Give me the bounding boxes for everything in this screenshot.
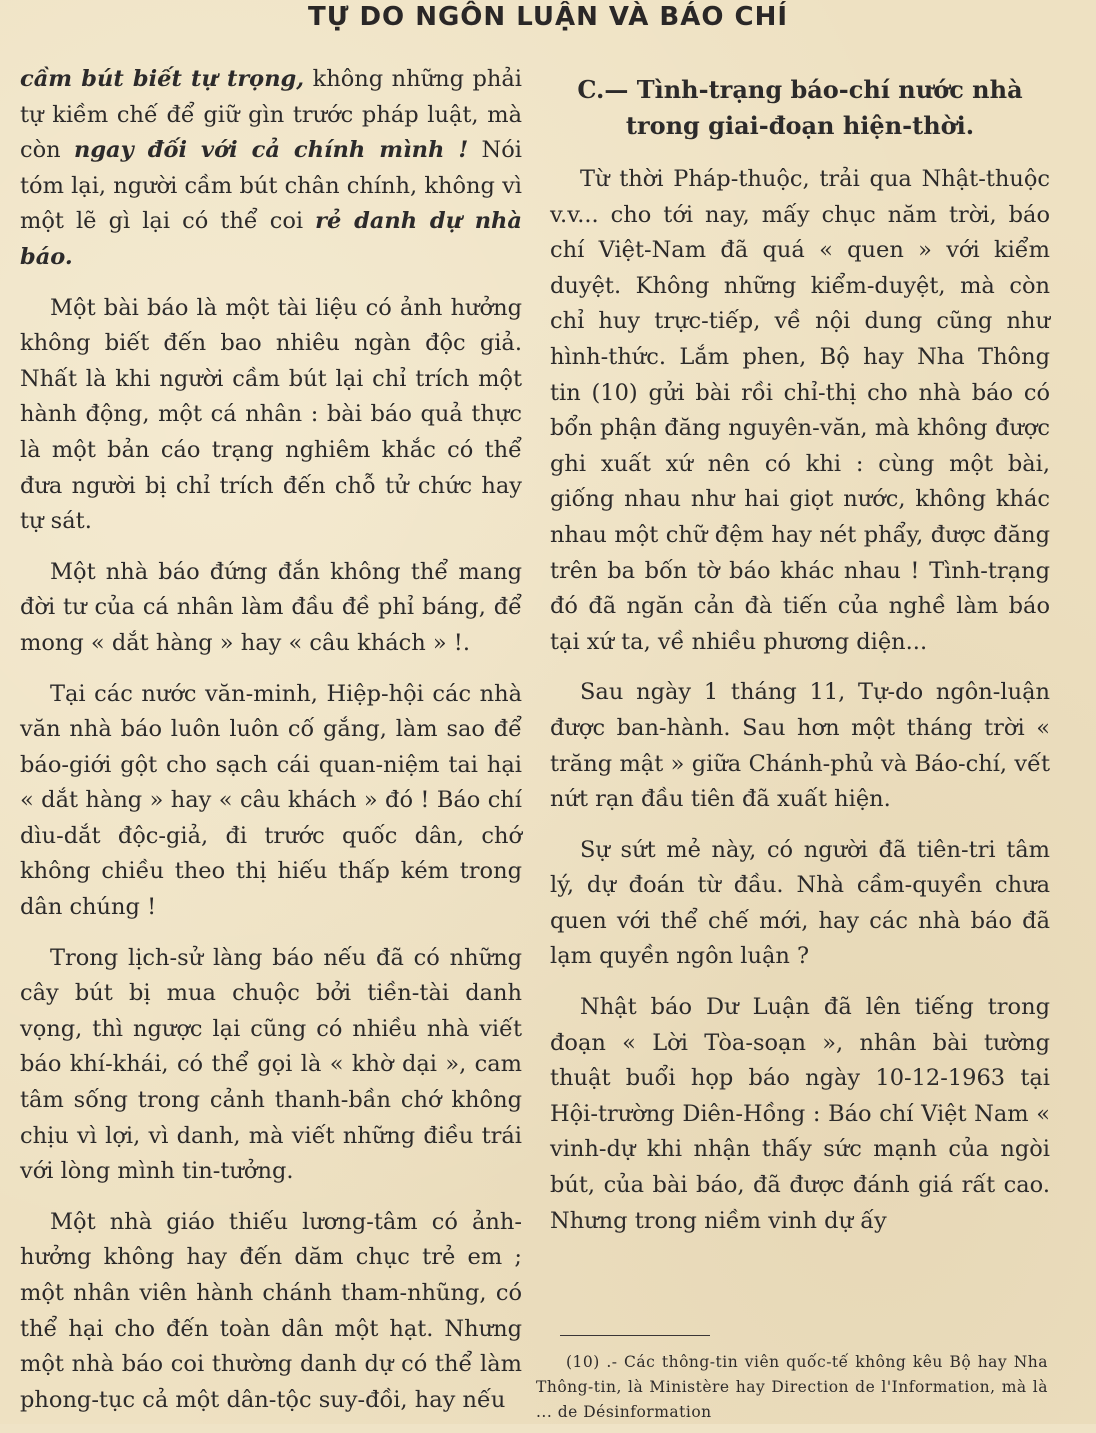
running-head: TỰ DO NGÔN LUẬN VÀ BÁO CHÍ — [307, 2, 789, 32]
emphasis-text: cầm bút biết tự trọng, — [20, 66, 305, 92]
emphasis-text: ngay đối với cả chính mình ! — [73, 137, 469, 164]
right-column — [550, 62, 1050, 1254]
paragraph: Tại các nước văn-minh, Hiệp-hội các nhà văn nhà báo luôn luôn cố gắng, làm sao để báo-giới gột cho sạch cái quan-niệm tai hại « dắt hàng » hay « câu khách » đó ! Báo chí dìu-dắt độc-giả, đi trước quốc dân, chớ không chiều theo thị hiếu thấp kém trong dân chúng ! — [20, 680, 522, 921]
body-text: không những phải tự kiềm chế để giữ gìn trước pháp luật, mà còn — [20, 66, 522, 164]
paragraph: Sau ngày 1 tháng 11, Tự-do ngôn-luận được ban-hành. Sau hơn một tháng trời « trăng mật » giữa Chánh-phủ và Báo-chí, vết nứt rạn đầu tiên đã xuất hiện. — [550, 679, 1050, 813]
paragraph: Sự sứt mẻ này, có người đã tiên-tri tâm lý, dự đoán từ đầu. Nhà cầm-quyền chưa quen với thể chế mới, hay các nhà báo đã lạm quyền ngôn luận ? — [550, 836, 1050, 970]
section-title: C.— Tình-trạng báo-chí nước nhà trong giai-đoạn hiện-thời. — [577, 75, 1023, 140]
footnote-text: Các thông-tin viên quốc-tế không kêu Bộ hay Nha Thông-tin, là Ministère hay Direction de l'Information, mà là ... de Désinformation — [536, 1353, 1048, 1421]
paragraph: Một bài báo là một tài liệu có ảnh hưởng không biết đến bao nhiêu ngàn độc giả. Nhất là khi người cầm bút lại chỉ trích một hành động, một cá nhân : bài báo quả thực là một bản cáo trạng nghiêm khắc có thể đưa người bị chỉ trích đến chỗ tử chức hay tự sát. — [20, 294, 522, 535]
footnote-number: (10) .- — [566, 1353, 618, 1371]
paragraph — [20, 62, 522, 276]
paragraph: Một nhà giáo thiếu lương-tâm có ảnh-hưởng không hay đến dăm chục trẻ em ; một nhân viên hành chánh tham-nhũng, có thể hại cho đến toàn dân một hạt. Nhưng một nhà báo coi thường danh dự có thể làm phong-tục cả một dân-tộc suy-đồi, hay nếu — [20, 1208, 522, 1413]
footnote-divider — [560, 1335, 710, 1336]
paragraph: Trong lịch-sử làng báo nếu đã có những cây bút bị mua chuộc bởi tiền-tài danh vọng, thì ngược lại cũng có nhiều nhà viết báo khí-khái, có thể gọi là « khờ dại », cam tâm sống trong cảnh thanh-bần chớ không chịu vì lợi, vì danh, mà viết những điều trái với lòng mình tin-tưởng. — [20, 944, 522, 1185]
left-column — [20, 62, 522, 1433]
footnote — [536, 1350, 1048, 1425]
body-text: Nói tóm lại, người cầm bút chân chính, không vì một lẽ gì lại có thể coi — [20, 137, 522, 235]
emphasis-text: rẻ danh dự nhà báo. — [20, 208, 522, 270]
paragraph: Một nhà báo đứng đắn không thể mang đời tư của cá nhân làm đầu đề phỉ báng, để mong « dắt hàng » hay « câu khách » !. — [20, 558, 522, 656]
paragraph: Từ thời Pháp-thuộc, trải qua Nhật-thuộc v.v... cho tới nay, mấy chục năm trời, báo chí Việt-Nam đã quá « quen » với kiểm duyệt. Không những kiểm-duyệt, mà còn chỉ huy trực-tiếp, về nội dung cũng như hình-thức. Lắm phen, Bộ hay Nha Thông tin (10) gửi bài rồi chỉ-thị cho nhà báo có bổn phận đăng nguyên-văn, mà không được ghi xuất xứ nên có khi : cùng một bài, giống nhau như hai giọt nước, không khác nhau một chữ đệm hay nét phẩy, được đăng trên ba bốn tờ báo khác nhau ! Tình-trạng đó đã ngăn cản đà tiến của nghề làm báo tại xứ ta, về nhiều phương diện... — [550, 166, 1050, 655]
paragraph: Nhật báo Dư Luận đã lên tiếng trong đoạn « Lời Tòa-soạn », nhân bài tường thuật buổi họp báo ngày 10-12-1963 tại Hội-trường Diên-Hồng : Báo chí Việt Nam « vinh-dự khi nhận thấy sức mạnh của ngòi bút, của bài báo, đã được đánh giá rất cao. Nhưng trong niềm vinh dự ấy — [550, 994, 1050, 1234]
